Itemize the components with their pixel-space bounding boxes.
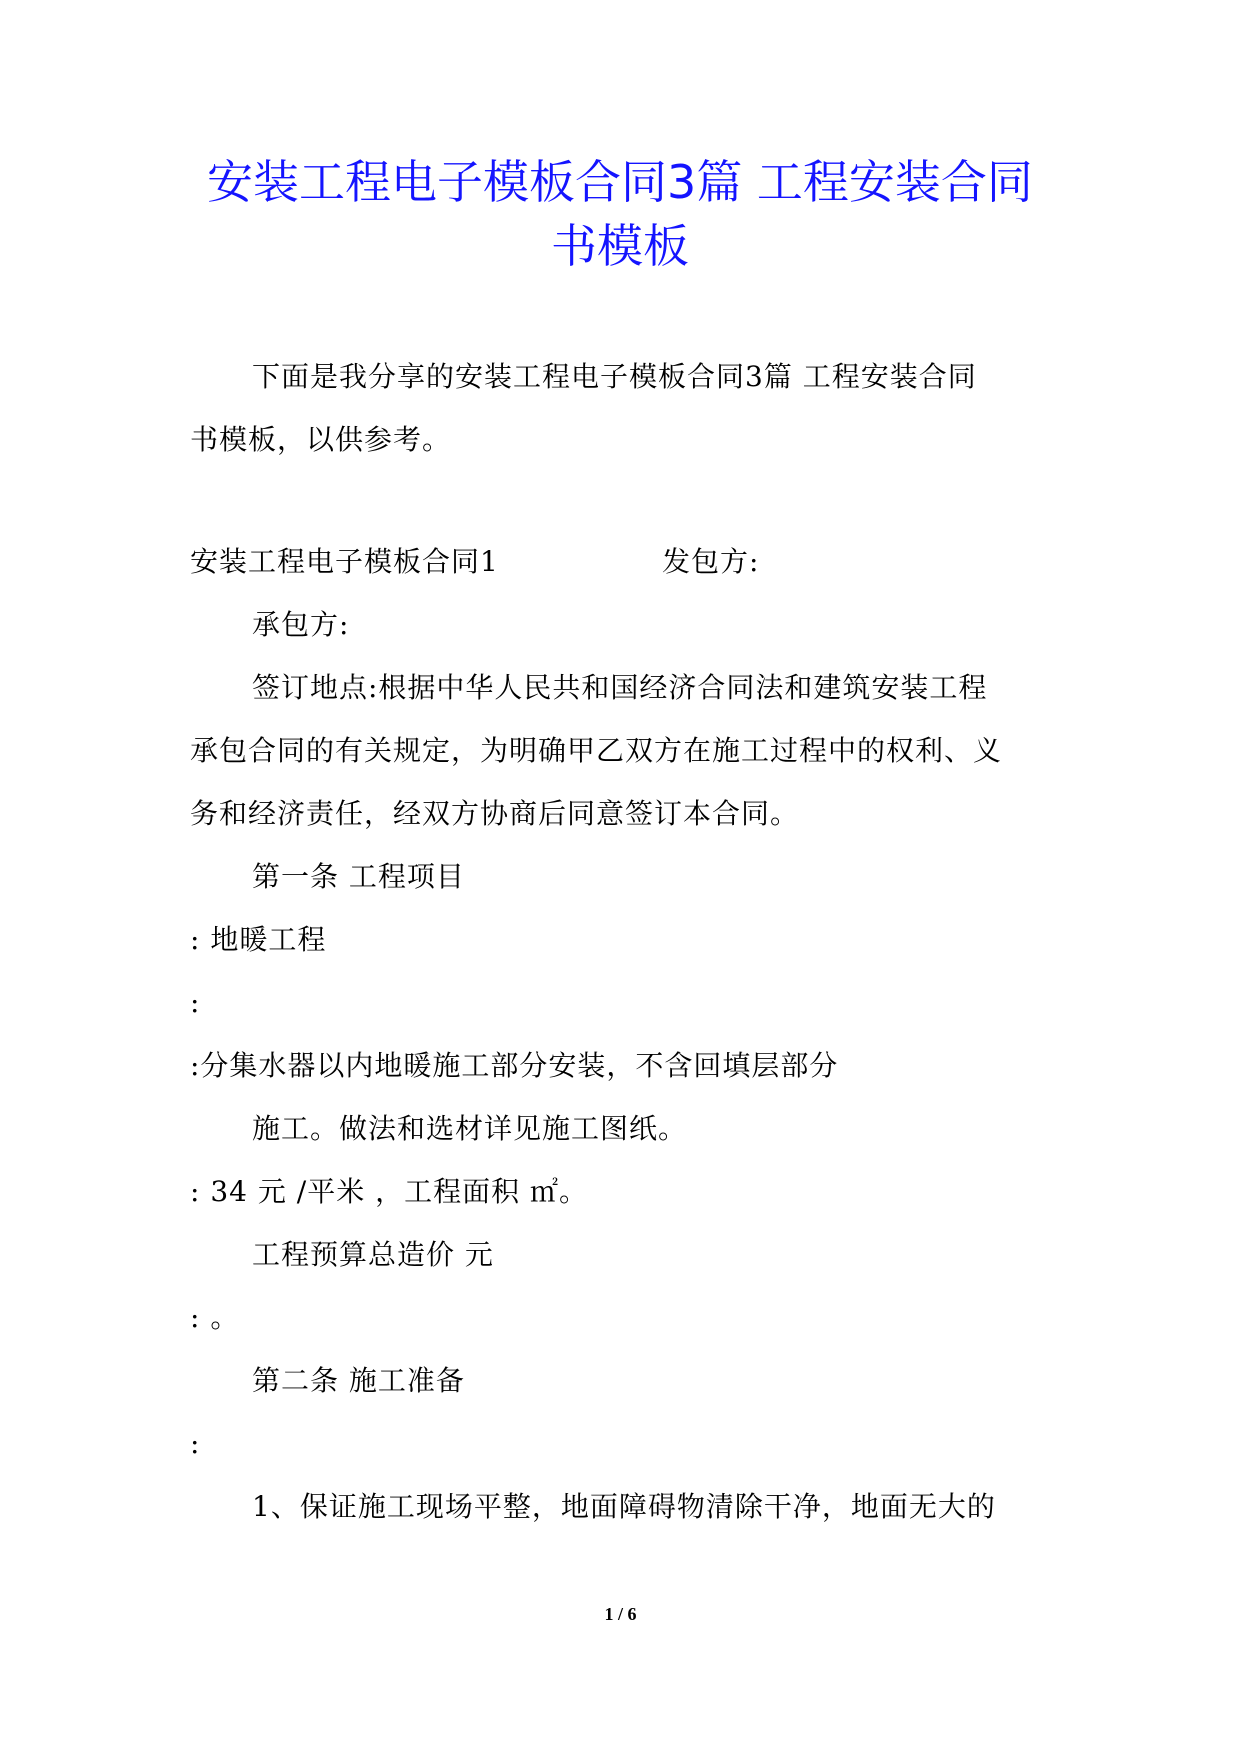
paragraph-line: 承包合同的有关规定，为明确甲乙双方在施工过程中的权利、义	[190, 734, 1003, 767]
paragraph-line: 工程预算总造价 元	[252, 1238, 494, 1271]
paragraph-line: 务和经济责任，经双方协商后同意签订本合同。	[190, 797, 800, 830]
intro-line-2: 书模板，以供参考。	[190, 423, 452, 456]
paragraph-line: 施工。做法和选材详见施工图纸。	[252, 1112, 688, 1145]
paragraph-line: : 34 元 /平米 ，工程面积 ㎡。	[190, 1175, 588, 1208]
paragraph-line: :分集水器以内地暖施工部分安装，不含回填层部分	[190, 1049, 839, 1082]
article-2-heading: 第二条 施工准备	[252, 1364, 465, 1397]
paragraph-line: :	[190, 986, 201, 1019]
document-title	[120, 150, 1120, 278]
paragraph-line: :	[190, 1427, 201, 1460]
paragraph-line: : 地暖工程	[190, 923, 327, 956]
title-line-2: 书模板	[551, 219, 689, 273]
paragraph-line: 1、保证施工现场平整，地面障碍物清除干净，地面无大的	[252, 1490, 996, 1523]
title-line-1: 安装工程电子模板合同3篇 工程安装合同	[207, 155, 1033, 209]
page-number: 1 / 6	[604, 1604, 637, 1624]
employer-label: 发包方:	[662, 545, 760, 578]
article-1-heading: 第一条 工程项目	[252, 860, 465, 893]
intro-line-1: 下面是我分享的安装工程电子模板合同3篇 工程安装合同	[252, 360, 977, 393]
contractor-label: 承包方:	[252, 608, 350, 641]
paragraph-line: 签订地点:根据中华人民共和国经济合同法和建筑安装工程	[252, 671, 988, 704]
paragraph-line: : 。	[190, 1301, 240, 1334]
contract-heading: 安装工程电子模板合同1	[190, 545, 499, 578]
